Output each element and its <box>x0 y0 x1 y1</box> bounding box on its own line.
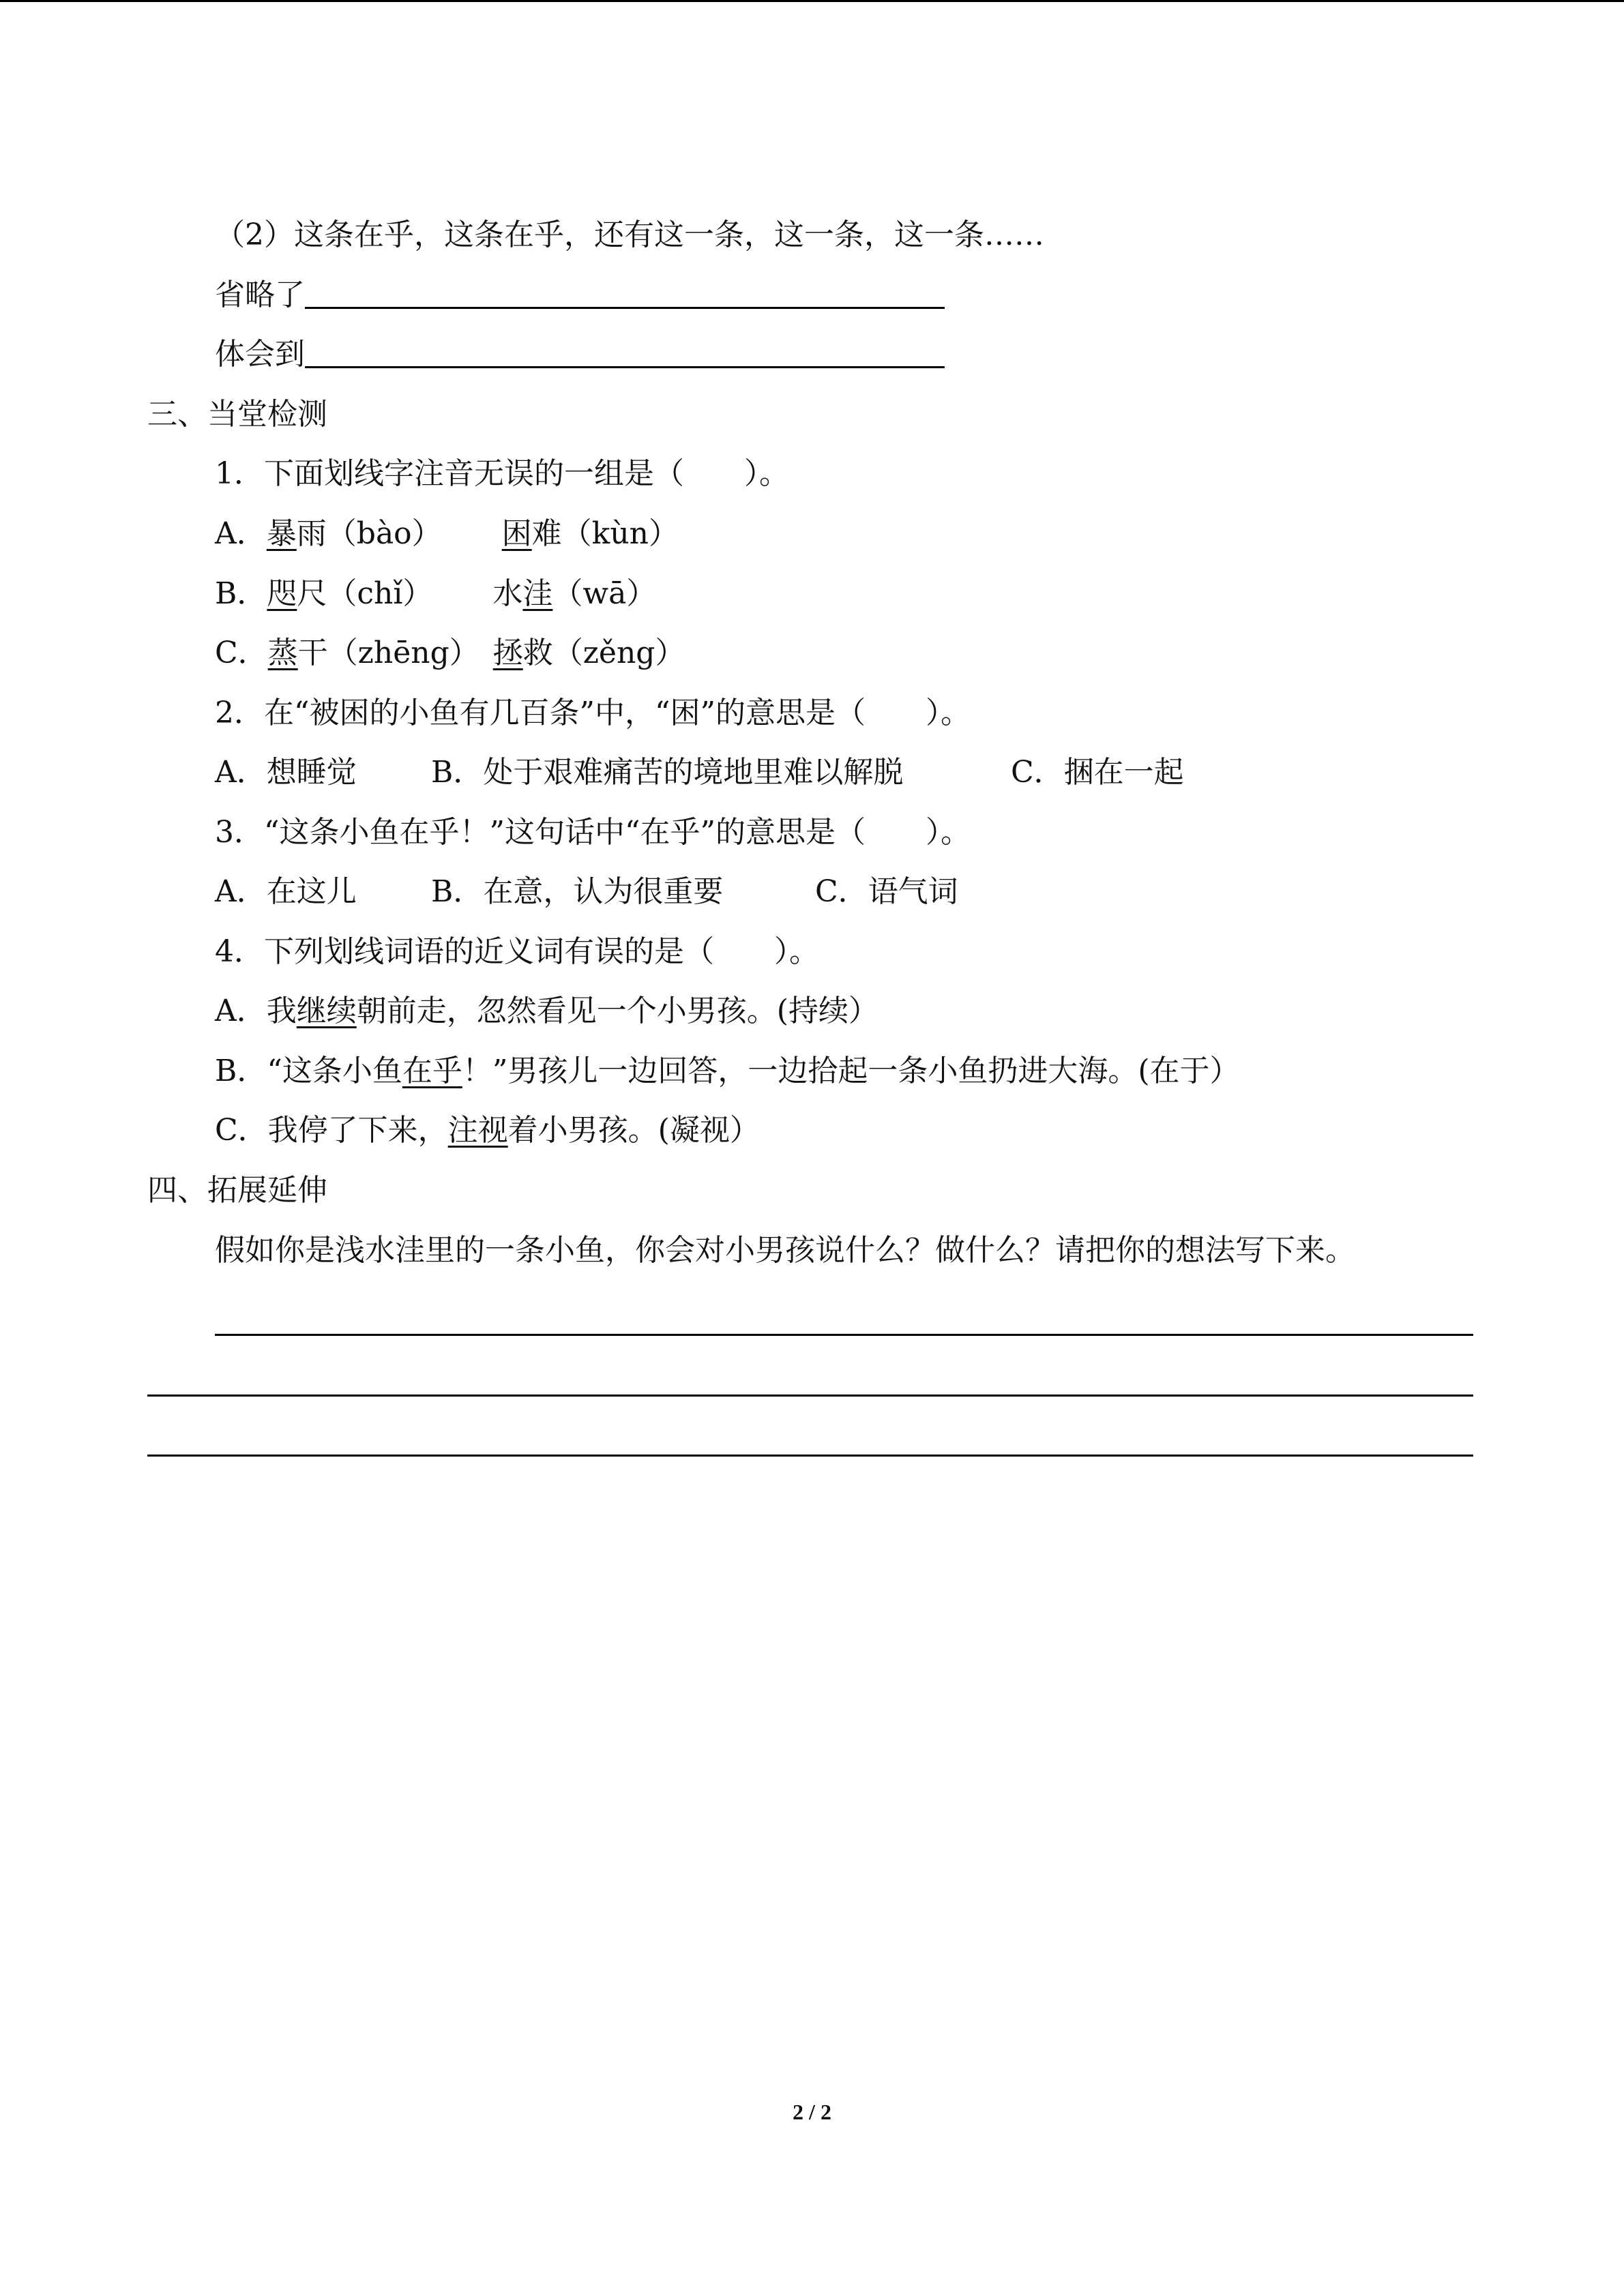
section-3-title: 三、当堂检测 <box>147 397 327 432</box>
section-4-prompt: 假如你是浅水洼里的一条小鱼，你会对小男孩说什么？做什么？请把你的想法写下来。 <box>215 1233 1355 1268</box>
underlined-char: 蒸 <box>267 636 298 670</box>
answer-line-1[interactable] <box>215 1334 1473 1336</box>
q3-option-c: C．语气词 <box>815 874 958 909</box>
option-label: C． <box>215 636 268 670</box>
option-text: 尺（chǐ） <box>297 576 433 611</box>
option-text: 水 <box>492 576 523 611</box>
realize-row <box>215 334 945 375</box>
underlined-char: 洼 <box>522 576 553 611</box>
section-4-title: 四、拓展延伸 <box>147 1173 327 1208</box>
q2-option-b: B．处于艰难痛苦的境地里难以解脱 <box>431 755 904 790</box>
q3-text: 3．“这条小鱼在乎！”这句话中“在乎”的意思是（ ）。 <box>215 815 971 850</box>
option-label: A． <box>215 516 267 551</box>
option-label: C．我停了下来， <box>215 1113 448 1148</box>
realize-answer-blank[interactable] <box>305 339 945 368</box>
q4-text: 4．下列划线词语的近义词有误的是（ ）。 <box>215 934 819 969</box>
option-label: B．“这条小鱼 <box>215 1054 402 1088</box>
q4-option-c <box>215 1110 760 1151</box>
option-text: 难（kùn） <box>531 516 679 551</box>
underlined-char: 咫 <box>267 576 297 611</box>
option-text: 干（zhēng） <box>297 636 479 670</box>
omitted-row <box>215 275 945 316</box>
option-label: A．我 <box>215 994 297 1028</box>
question-2-text: （2）这条在乎，这条在乎，还有这一条，这一条，这一条…… <box>215 218 1044 252</box>
q3-option-b: B．在意，认为很重要 <box>431 874 724 909</box>
underlined-word: 继续 <box>296 994 357 1028</box>
page-number: 2 / 2 <box>793 2100 831 2124</box>
q1-text: 1．下面划线字注音无误的一组是（ ）。 <box>215 456 789 491</box>
underlined-char: 困 <box>501 516 532 551</box>
omitted-answer-blank[interactable] <box>305 280 945 309</box>
top-border <box>0 0 1624 2</box>
option-text: 救（zěng） <box>522 636 685 670</box>
q2-text: 2．在“被困的小鱼有几百条”中，“困”的意思是（ ）。 <box>215 696 971 730</box>
option-text: 着小男孩。(凝视） <box>507 1113 760 1148</box>
underlined-char: 拯 <box>492 636 523 670</box>
answer-line-2[interactable] <box>147 1395 1473 1397</box>
option-text: ！”男孩儿一边回答，一边拾起一条小鱼扔进大海。(在于） <box>462 1054 1240 1088</box>
q1-option-c <box>215 633 685 674</box>
q1-option-a <box>215 513 679 554</box>
underlined-char: 暴 <box>266 516 297 551</box>
answer-line-3[interactable] <box>147 1455 1473 1457</box>
underlined-word: 在乎 <box>402 1054 462 1088</box>
q2-option-c: C．捆在一起 <box>1011 755 1184 790</box>
q4-option-b <box>215 1051 1240 1092</box>
realize-label: 体会到 <box>215 337 305 372</box>
q3-option-a: A．在这儿 <box>215 874 357 909</box>
q4-option-a <box>215 991 879 1032</box>
option-text: （wā） <box>552 576 657 611</box>
option-text: 朝前走，忽然看见一个小男孩。(持续） <box>356 994 879 1028</box>
q1-option-b <box>215 573 656 614</box>
omitted-label: 省略了 <box>215 278 305 312</box>
underlined-word: 注视 <box>447 1113 508 1148</box>
q2-option-a: A．想睡觉 <box>215 755 357 790</box>
option-text: 雨（bào） <box>296 516 442 551</box>
option-label: B． <box>215 576 267 611</box>
